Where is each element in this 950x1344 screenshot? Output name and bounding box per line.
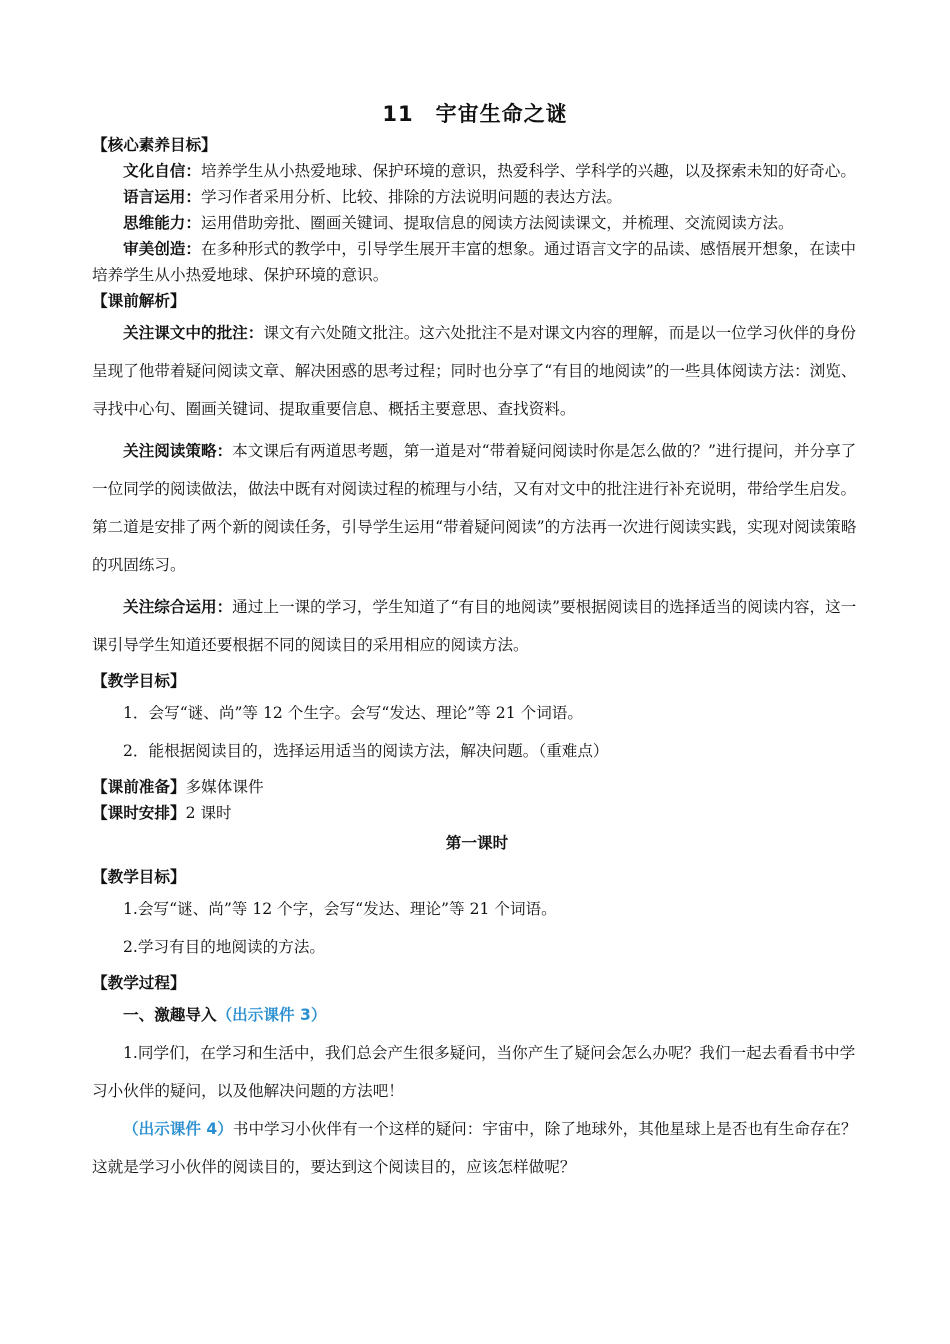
period-title: 第一课时 bbox=[445, 834, 509, 852]
item-label: 关注综合运用： bbox=[123, 598, 233, 616]
courseware-note: （出示课件 4） bbox=[123, 1120, 233, 1138]
item-text: 培养学生从小热爱地球、保护环境的意识，热爱科学、学科学的兴趣，以及探索未知的好奇心。 bbox=[200, 162, 856, 180]
period-goal-item: 2.学习有目的地阅读的方法。 bbox=[123, 938, 326, 956]
core-item-culture bbox=[92, 158, 862, 184]
goal-item: 1．会写“谜、尚”等 12 个生字。会写“发达、理论”等 21 个词语。 bbox=[123, 704, 583, 722]
item-text: 在多种形式的教学中，引导学生展开丰富的想象。通过语言文字的品读、感悟展开想象，在读中培养学生从小热爱地球、保护环境的意识。 bbox=[92, 240, 856, 284]
period-goal-item: 1.会写“谜、尚”等 12 个字，会写“发达、理论”等 21 个词语。 bbox=[123, 900, 557, 918]
prep-line bbox=[92, 774, 862, 800]
schedule-line bbox=[92, 800, 862, 826]
core-item-aesthetic bbox=[92, 236, 862, 288]
courseware-note: （出示课件 3） bbox=[216, 1006, 327, 1024]
step-heading bbox=[92, 996, 862, 1034]
item-label: 思维能力： bbox=[123, 214, 201, 232]
lesson-number: 11 bbox=[382, 102, 414, 126]
item-label: 语言运用： bbox=[123, 188, 201, 206]
item-text: 运用借助旁批、圈画关键词、提取信息的阅读方法阅读课文，并梳理、交流阅读方法。 bbox=[200, 214, 794, 232]
item-label: 审美创造： bbox=[123, 240, 201, 258]
item-text: 学习作者采用分析、比较、排除的方法说明问题的表达方法。 bbox=[200, 188, 623, 206]
lesson-name: 宇宙生命之谜 bbox=[435, 102, 568, 126]
section-heading-analysis: 【课前解析】 bbox=[92, 292, 186, 310]
step-paragraph bbox=[92, 1110, 862, 1186]
core-item-thinking bbox=[92, 210, 862, 236]
schedule-label: 【课时安排】 bbox=[92, 804, 186, 822]
step-label: 一、激趣导入 bbox=[123, 1006, 217, 1024]
section-heading-period-goals: 【教学目标】 bbox=[92, 868, 186, 886]
prep-label: 【课前准备】 bbox=[92, 778, 186, 796]
section-heading-goals: 【教学目标】 bbox=[92, 672, 186, 690]
goal-item: 2．能根据阅读目的，选择运用适当的阅读方法，解决问题。（重难点） bbox=[123, 742, 609, 760]
core-item-language bbox=[92, 184, 862, 210]
lesson-title bbox=[0, 98, 950, 128]
prep-value: 多媒体课件 bbox=[185, 778, 264, 796]
item-label: 关注课文中的批注： bbox=[123, 324, 264, 342]
section-heading-core: 【核心素养目标】 bbox=[92, 136, 217, 154]
analysis-item-application bbox=[92, 588, 862, 664]
paragraph-text: 书中学习小伙伴有一个这样的疑问：宇宙中，除了地球外，其他星球上是否也有生命存在？这就是学习小伙伴的阅读目的，要达到这个阅读目的，应该怎样做呢？ bbox=[92, 1120, 857, 1176]
schedule-value: 2 课时 bbox=[185, 804, 232, 822]
document-body bbox=[92, 132, 862, 1186]
item-text: 本文课后有两道思考题，第一道是对“带着疑问阅读时你是怎么做的？”进行提问，并分享了一位同学的阅读做法，做法中既有对阅读过程的梳理与小结，又有对文中的批注进行补充说明，带给学生启发。第二道是安排了两个新的阅读任务，引导学生运用“带着疑问阅读”的方法再一次进行阅读实践，实现对阅读策略的巩固练习。 bbox=[92, 442, 857, 574]
analysis-item-notes bbox=[92, 314, 862, 428]
item-text: 课文有六处随文批注。这六处批注不是对课文内容的理解，而是以一位学习伙伴的身份呈现了他带着疑问阅读文章、解决困惑的思考过程；同时也分享了“有目的地阅读”的一些具体阅读方法：浏览、寻找中心句、圈画关键词、提取重要信息、概括主要意思、查找资料。 bbox=[92, 324, 857, 418]
section-heading-process: 【教学过程】 bbox=[92, 974, 186, 992]
analysis-item-strategy bbox=[92, 432, 862, 584]
step-paragraph: 1.同学们，在学习和生活中，我们总会产生很多疑问，当你产生了疑问会怎么办呢？我们一起去看看书中学习小伙伴的疑问，以及他解决问题的方法吧！ bbox=[92, 1044, 856, 1100]
item-label: 关注阅读策略： bbox=[123, 442, 233, 460]
item-text: 通过上一课的学习，学生知道了“有目的地阅读”要根据阅读目的选择适当的阅读内容，这一课引导学生知道还要根据不同的阅读目的采用相应的阅读方法。 bbox=[92, 598, 857, 654]
item-label: 文化自信： bbox=[123, 162, 201, 180]
